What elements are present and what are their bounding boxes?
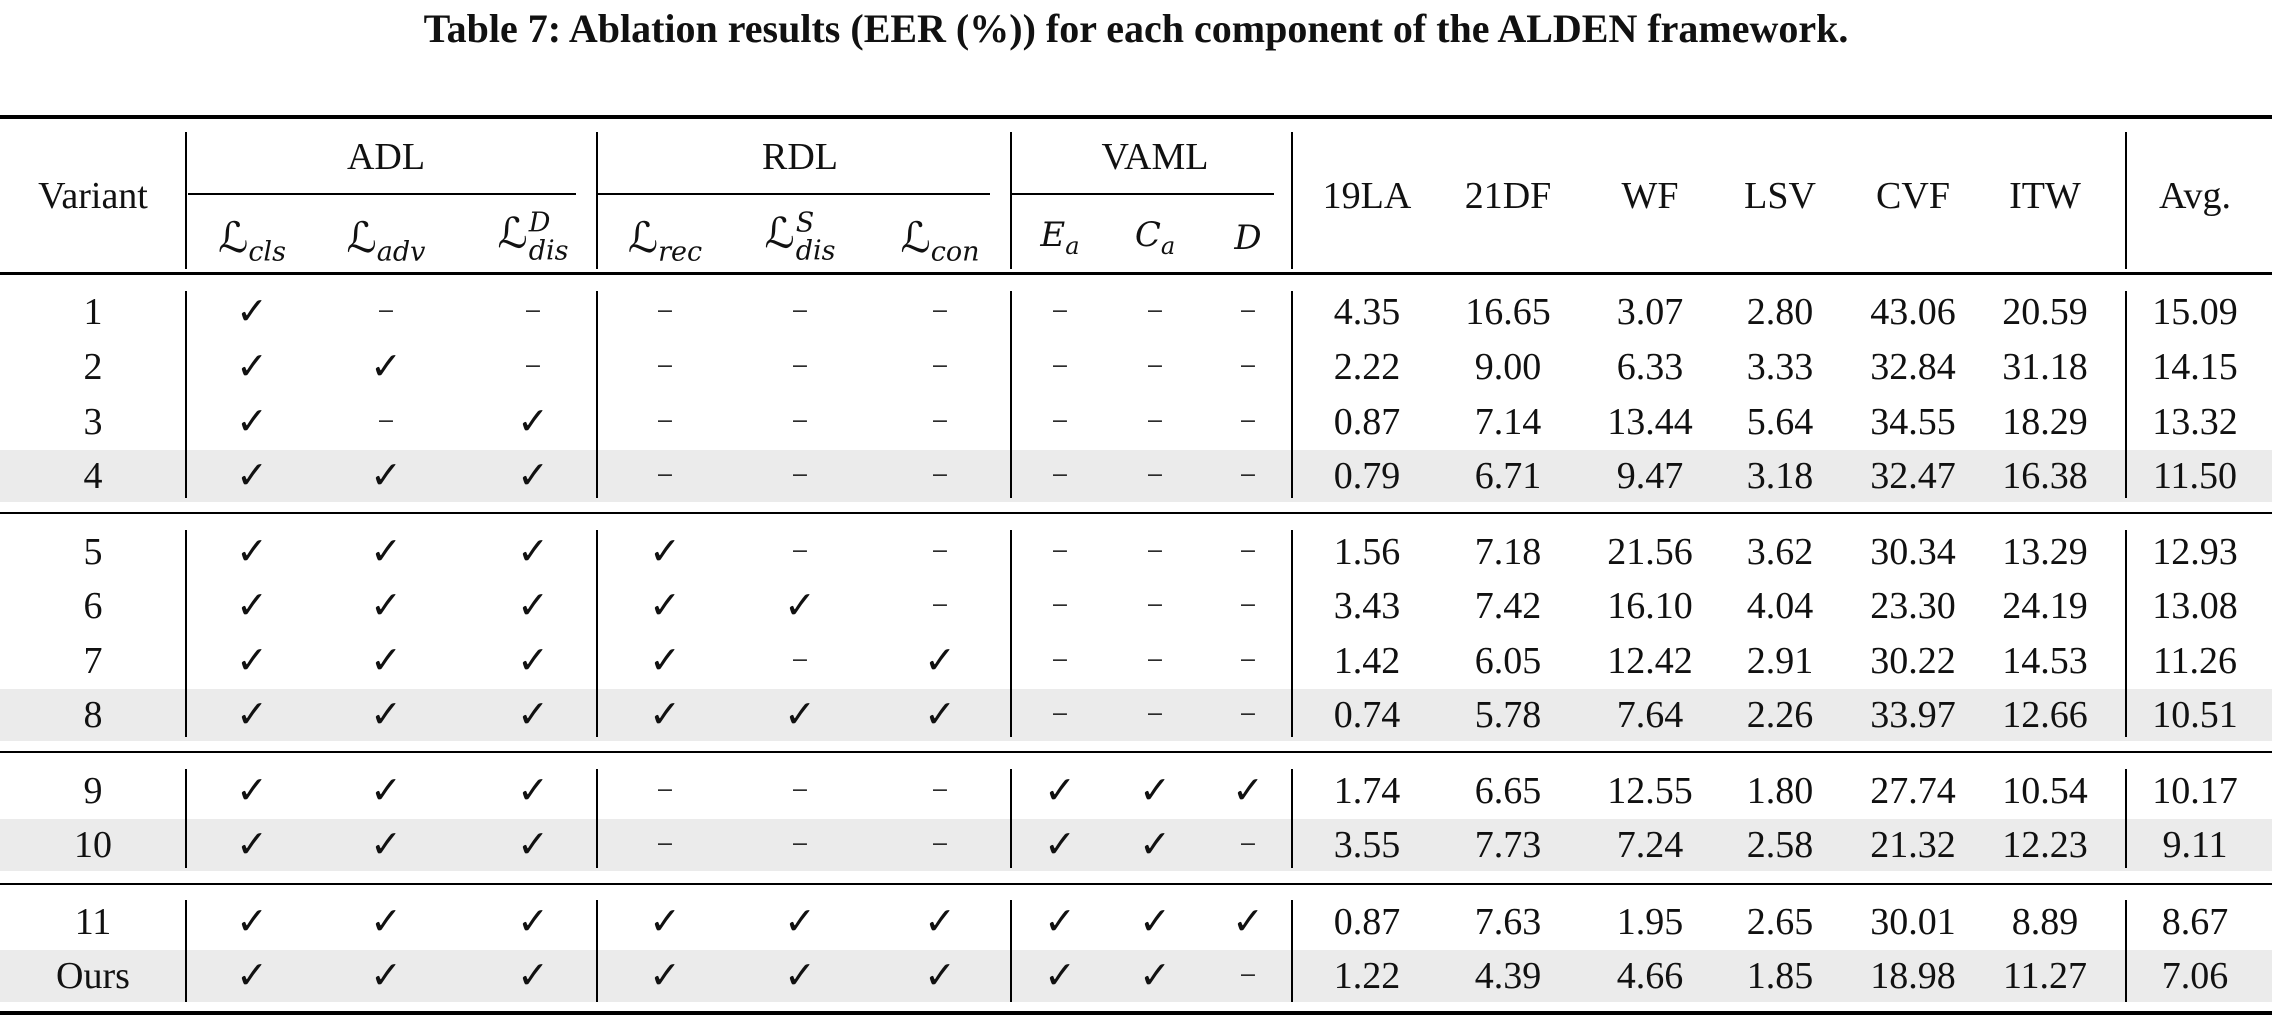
eer-value: 3.62 [1746, 531, 1814, 573]
variant-cell: 5 [83, 531, 103, 573]
dash-mark: − [791, 350, 809, 383]
eer-value: 3.55 [1333, 824, 1401, 866]
check-mark: ✓ [649, 955, 681, 997]
check-mark: ✓ [236, 824, 268, 866]
eer-value: 7.73 [1474, 824, 1542, 866]
variant-cell: 1 [83, 291, 103, 333]
check-mark: ✓ [517, 901, 549, 943]
variant-cell: 8 [83, 694, 103, 736]
eer-value: 30.22 [1870, 640, 1956, 682]
eer-value: 0.79 [1333, 455, 1401, 497]
dataset-header: ITW [2009, 175, 2081, 217]
eer-value: 27.74 [1870, 770, 1956, 812]
variant-cell: 6 [83, 585, 103, 627]
eer-value: 0.74 [1333, 694, 1401, 736]
check-mark: ✓ [370, 694, 402, 736]
dash-mark: − [791, 828, 809, 861]
eer-value: 7.18 [1474, 531, 1542, 573]
dash-mark: − [931, 535, 949, 568]
eer-value: 21.56 [1607, 531, 1693, 573]
variant-cell: 3 [83, 401, 103, 443]
eer-value: 18.29 [2002, 401, 2088, 443]
avg-value: 7.06 [2161, 955, 2229, 997]
eer-value: 1.74 [1333, 770, 1401, 812]
eer-value: 7.24 [1616, 824, 1684, 866]
group-header-vaml: VAML [1101, 136, 1209, 178]
eer-value: 11.27 [2002, 955, 2088, 997]
eer-value: 1.42 [1333, 640, 1401, 682]
check-mark: ✓ [236, 291, 268, 333]
check-mark: ✓ [517, 824, 549, 866]
dash-mark: − [1239, 535, 1257, 568]
dash-mark: − [1051, 459, 1069, 492]
check-mark: ✓ [370, 901, 402, 943]
eer-value: 21.32 [1870, 824, 1956, 866]
eer-value: 3.33 [1746, 346, 1814, 388]
avg-value: 9.11 [2162, 824, 2228, 866]
check-mark: ✓ [1232, 770, 1264, 812]
variant-cell: Ours [56, 955, 130, 997]
eer-value: 9.47 [1616, 455, 1684, 497]
check-mark: ✓ [370, 346, 402, 388]
check-mark: ✓ [370, 955, 402, 997]
dash-mark: − [791, 295, 809, 328]
eer-value: 4.39 [1474, 955, 1542, 997]
dash-mark: − [524, 350, 542, 383]
component-header: ℒ S dis [764, 207, 836, 267]
dash-mark: − [1146, 405, 1164, 438]
eer-value: 4.66 [1616, 955, 1684, 997]
dash-mark: − [1239, 644, 1257, 677]
avg-value: 15.09 [2152, 291, 2238, 333]
dash-mark: − [377, 405, 395, 438]
dash-mark: − [931, 589, 949, 622]
eer-value: 31.18 [2002, 346, 2088, 388]
dash-mark: − [377, 295, 395, 328]
variant-cell: 4 [83, 455, 103, 497]
eer-value: 3.18 [1746, 455, 1814, 497]
check-mark: ✓ [236, 346, 268, 388]
eer-value: 6.33 [1616, 346, 1684, 388]
check-mark: ✓ [236, 531, 268, 573]
group-header-rdl: RDL [762, 136, 838, 178]
eer-value: 12.42 [1607, 640, 1693, 682]
avg-value: 10.17 [2152, 770, 2238, 812]
check-mark: ✓ [784, 955, 816, 997]
eer-value: 7.63 [1474, 901, 1542, 943]
check-mark: ✓ [784, 901, 816, 943]
check-mark: ✓ [649, 640, 681, 682]
variant-header: Variant [38, 175, 148, 217]
dash-mark: − [931, 295, 949, 328]
check-mark: ✓ [1139, 955, 1171, 997]
eer-value: 18.98 [1870, 955, 1956, 997]
check-mark: ✓ [370, 640, 402, 682]
check-mark: ✓ [1139, 901, 1171, 943]
avg-value: 11.26 [2152, 640, 2238, 682]
eer-value: 2.80 [1746, 291, 1814, 333]
eer-value: 2.65 [1746, 901, 1814, 943]
eer-value: 16.38 [2002, 455, 2088, 497]
eer-value: 13.44 [1607, 401, 1693, 443]
dash-mark: − [791, 459, 809, 492]
check-mark: ✓ [236, 455, 268, 497]
dash-mark: − [656, 350, 674, 383]
eer-value: 3.07 [1616, 291, 1684, 333]
dash-mark: − [656, 828, 674, 861]
check-mark: ✓ [924, 901, 956, 943]
eer-value: 4.35 [1333, 291, 1401, 333]
dash-mark: − [791, 644, 809, 677]
avg-value: 13.08 [2152, 585, 2238, 627]
check-mark: ✓ [1232, 901, 1264, 943]
eer-value: 7.14 [1474, 401, 1542, 443]
dataset-header: 19LA [1322, 175, 1412, 217]
variant-cell: 11 [74, 901, 112, 943]
eer-value: 34.55 [1870, 401, 1956, 443]
eer-value: 9.00 [1474, 346, 1542, 388]
dash-mark: − [524, 295, 542, 328]
check-mark: ✓ [370, 531, 402, 573]
component-header: ℒ$_{rec}$ [627, 213, 703, 268]
eer-value: 5.64 [1746, 401, 1814, 443]
avg-value: 14.15 [2152, 346, 2238, 388]
eer-value: 8.89 [2011, 901, 2079, 943]
eer-value: 3.43 [1333, 585, 1401, 627]
check-mark: ✓ [784, 694, 816, 736]
eer-value: 13.29 [2002, 531, 2088, 573]
eer-value: 7.64 [1616, 694, 1684, 736]
check-mark: ✓ [517, 955, 549, 997]
check-mark: ✓ [370, 770, 402, 812]
check-mark: ✓ [1044, 955, 1076, 997]
check-mark: ✓ [649, 694, 681, 736]
variant-cell: 10 [74, 824, 112, 866]
eer-value: 0.87 [1333, 901, 1401, 943]
dash-mark: − [1239, 350, 1257, 383]
eer-value: 12.66 [2002, 694, 2088, 736]
eer-value: 32.47 [1870, 455, 1956, 497]
avg-value: 12.93 [2152, 531, 2238, 573]
dash-mark: − [1051, 698, 1069, 731]
avg-value: 10.51 [2152, 694, 2238, 736]
eer-value: 0.87 [1333, 401, 1401, 443]
dash-mark: − [656, 774, 674, 807]
avg-value: 8.67 [2161, 901, 2229, 943]
eer-value: 10.54 [2002, 770, 2088, 812]
component-header: ℒ$_{adv}$ [346, 213, 426, 268]
check-mark: ✓ [649, 531, 681, 573]
dash-mark: − [1146, 295, 1164, 328]
dash-mark: − [1146, 350, 1164, 383]
component-header: $C_a$ [1134, 215, 1176, 260]
check-mark: ✓ [370, 585, 402, 627]
eer-value: 23.30 [1870, 585, 1956, 627]
eer-value: 1.85 [1746, 955, 1814, 997]
dash-mark: − [1146, 589, 1164, 622]
check-mark: ✓ [1044, 824, 1076, 866]
variant-cell: 9 [83, 770, 103, 812]
dash-mark: − [656, 459, 674, 492]
dash-mark: − [931, 774, 949, 807]
check-mark: ✓ [236, 694, 268, 736]
component-header: D [1234, 218, 1262, 258]
dash-mark: − [1239, 405, 1257, 438]
dash-mark: − [1239, 459, 1257, 492]
eer-value: 14.53 [2002, 640, 2088, 682]
dash-mark: − [1146, 459, 1164, 492]
check-mark: ✓ [1044, 770, 1076, 812]
component-header: ℒ D dis [497, 207, 569, 267]
dash-mark: − [791, 535, 809, 568]
eer-value: 4.04 [1746, 585, 1814, 627]
dash-mark: − [1146, 535, 1164, 568]
check-mark: ✓ [1139, 824, 1171, 866]
eer-value: 33.97 [1870, 694, 1956, 736]
component-header: $E_a$ [1040, 215, 1080, 260]
component-header: ℒ$_{con}$ [900, 213, 980, 268]
avg-header: Avg. [2158, 175, 2232, 217]
component-header: ℒ$_{cls}$ [218, 213, 286, 268]
dash-mark: − [1051, 350, 1069, 383]
eer-value: 24.19 [2002, 585, 2088, 627]
check-mark: ✓ [236, 770, 268, 812]
eer-value: 1.95 [1616, 901, 1684, 943]
eer-value: 16.65 [1465, 291, 1551, 333]
check-mark: ✓ [517, 770, 549, 812]
avg-value: 13.32 [2152, 401, 2238, 443]
dataset-header: LSV [1744, 175, 1816, 217]
dash-mark: − [1239, 295, 1257, 328]
check-mark: ✓ [370, 824, 402, 866]
dash-mark: − [1146, 644, 1164, 677]
check-mark: ✓ [649, 901, 681, 943]
check-mark: ✓ [517, 531, 549, 573]
dash-mark: − [931, 405, 949, 438]
dash-mark: − [1051, 295, 1069, 328]
check-mark: ✓ [924, 694, 956, 736]
dash-mark: − [1051, 644, 1069, 677]
dash-mark: − [1051, 589, 1069, 622]
eer-value: 2.91 [1746, 640, 1814, 682]
eer-value: 1.22 [1333, 955, 1401, 997]
avg-value: 11.50 [2152, 455, 2238, 497]
eer-value: 16.10 [1607, 585, 1693, 627]
dash-mark: − [656, 405, 674, 438]
eer-value: 30.34 [1870, 531, 1956, 573]
check-mark: ✓ [649, 585, 681, 627]
check-mark: ✓ [784, 585, 816, 627]
variant-cell: 7 [83, 640, 103, 682]
eer-value: 1.80 [1746, 770, 1814, 812]
check-mark: ✓ [236, 901, 268, 943]
eer-value: 12.23 [2002, 824, 2088, 866]
check-mark: ✓ [924, 640, 956, 682]
dash-mark: − [1146, 698, 1164, 731]
eer-value: 43.06 [1870, 291, 1956, 333]
dash-mark: − [1051, 405, 1069, 438]
check-mark: ✓ [517, 401, 549, 443]
check-mark: ✓ [517, 640, 549, 682]
check-mark: ✓ [517, 585, 549, 627]
check-mark: ✓ [370, 455, 402, 497]
variant-cell: 2 [83, 346, 103, 388]
dataset-header: CVF [1876, 175, 1950, 217]
eer-value: 2.58 [1746, 824, 1814, 866]
check-mark: ✓ [517, 455, 549, 497]
dataset-header: WF [1621, 175, 1679, 217]
eer-value: 2.26 [1746, 694, 1814, 736]
check-mark: ✓ [236, 585, 268, 627]
eer-value: 2.22 [1333, 346, 1401, 388]
dash-mark: − [1239, 589, 1257, 622]
table-caption: Table 7: Ablation results (EER (%)) for each component of the ALDEN framework. [423, 6, 1849, 51]
dash-mark: − [1239, 959, 1257, 992]
check-mark: ✓ [1139, 770, 1171, 812]
dash-mark: − [931, 350, 949, 383]
dataset-header: 21DF [1464, 175, 1552, 217]
dash-mark: − [656, 295, 674, 328]
check-mark: ✓ [236, 955, 268, 997]
eer-value: 6.71 [1474, 455, 1542, 497]
check-mark: ✓ [517, 694, 549, 736]
eer-value: 7.42 [1474, 585, 1542, 627]
eer-value: 5.78 [1474, 694, 1542, 736]
dash-mark: − [791, 405, 809, 438]
eer-value: 32.84 [1870, 346, 1956, 388]
eer-value: 30.01 [1870, 901, 1956, 943]
dash-mark: − [1051, 535, 1069, 568]
check-mark: ✓ [236, 640, 268, 682]
dash-mark: − [1239, 698, 1257, 731]
eer-value: 6.65 [1474, 770, 1542, 812]
group-header-adl: ADL [346, 136, 426, 178]
eer-value: 1.56 [1333, 531, 1401, 573]
eer-value: 12.55 [1607, 770, 1693, 812]
check-mark: ✓ [924, 955, 956, 997]
check-mark: ✓ [1044, 901, 1076, 943]
dash-mark: − [791, 774, 809, 807]
eer-value: 20.59 [2002, 291, 2088, 333]
dash-mark: − [931, 828, 949, 861]
dash-mark: − [1239, 828, 1257, 861]
check-mark: ✓ [236, 401, 268, 443]
dash-mark: − [931, 459, 949, 492]
eer-value: 6.05 [1474, 640, 1542, 682]
